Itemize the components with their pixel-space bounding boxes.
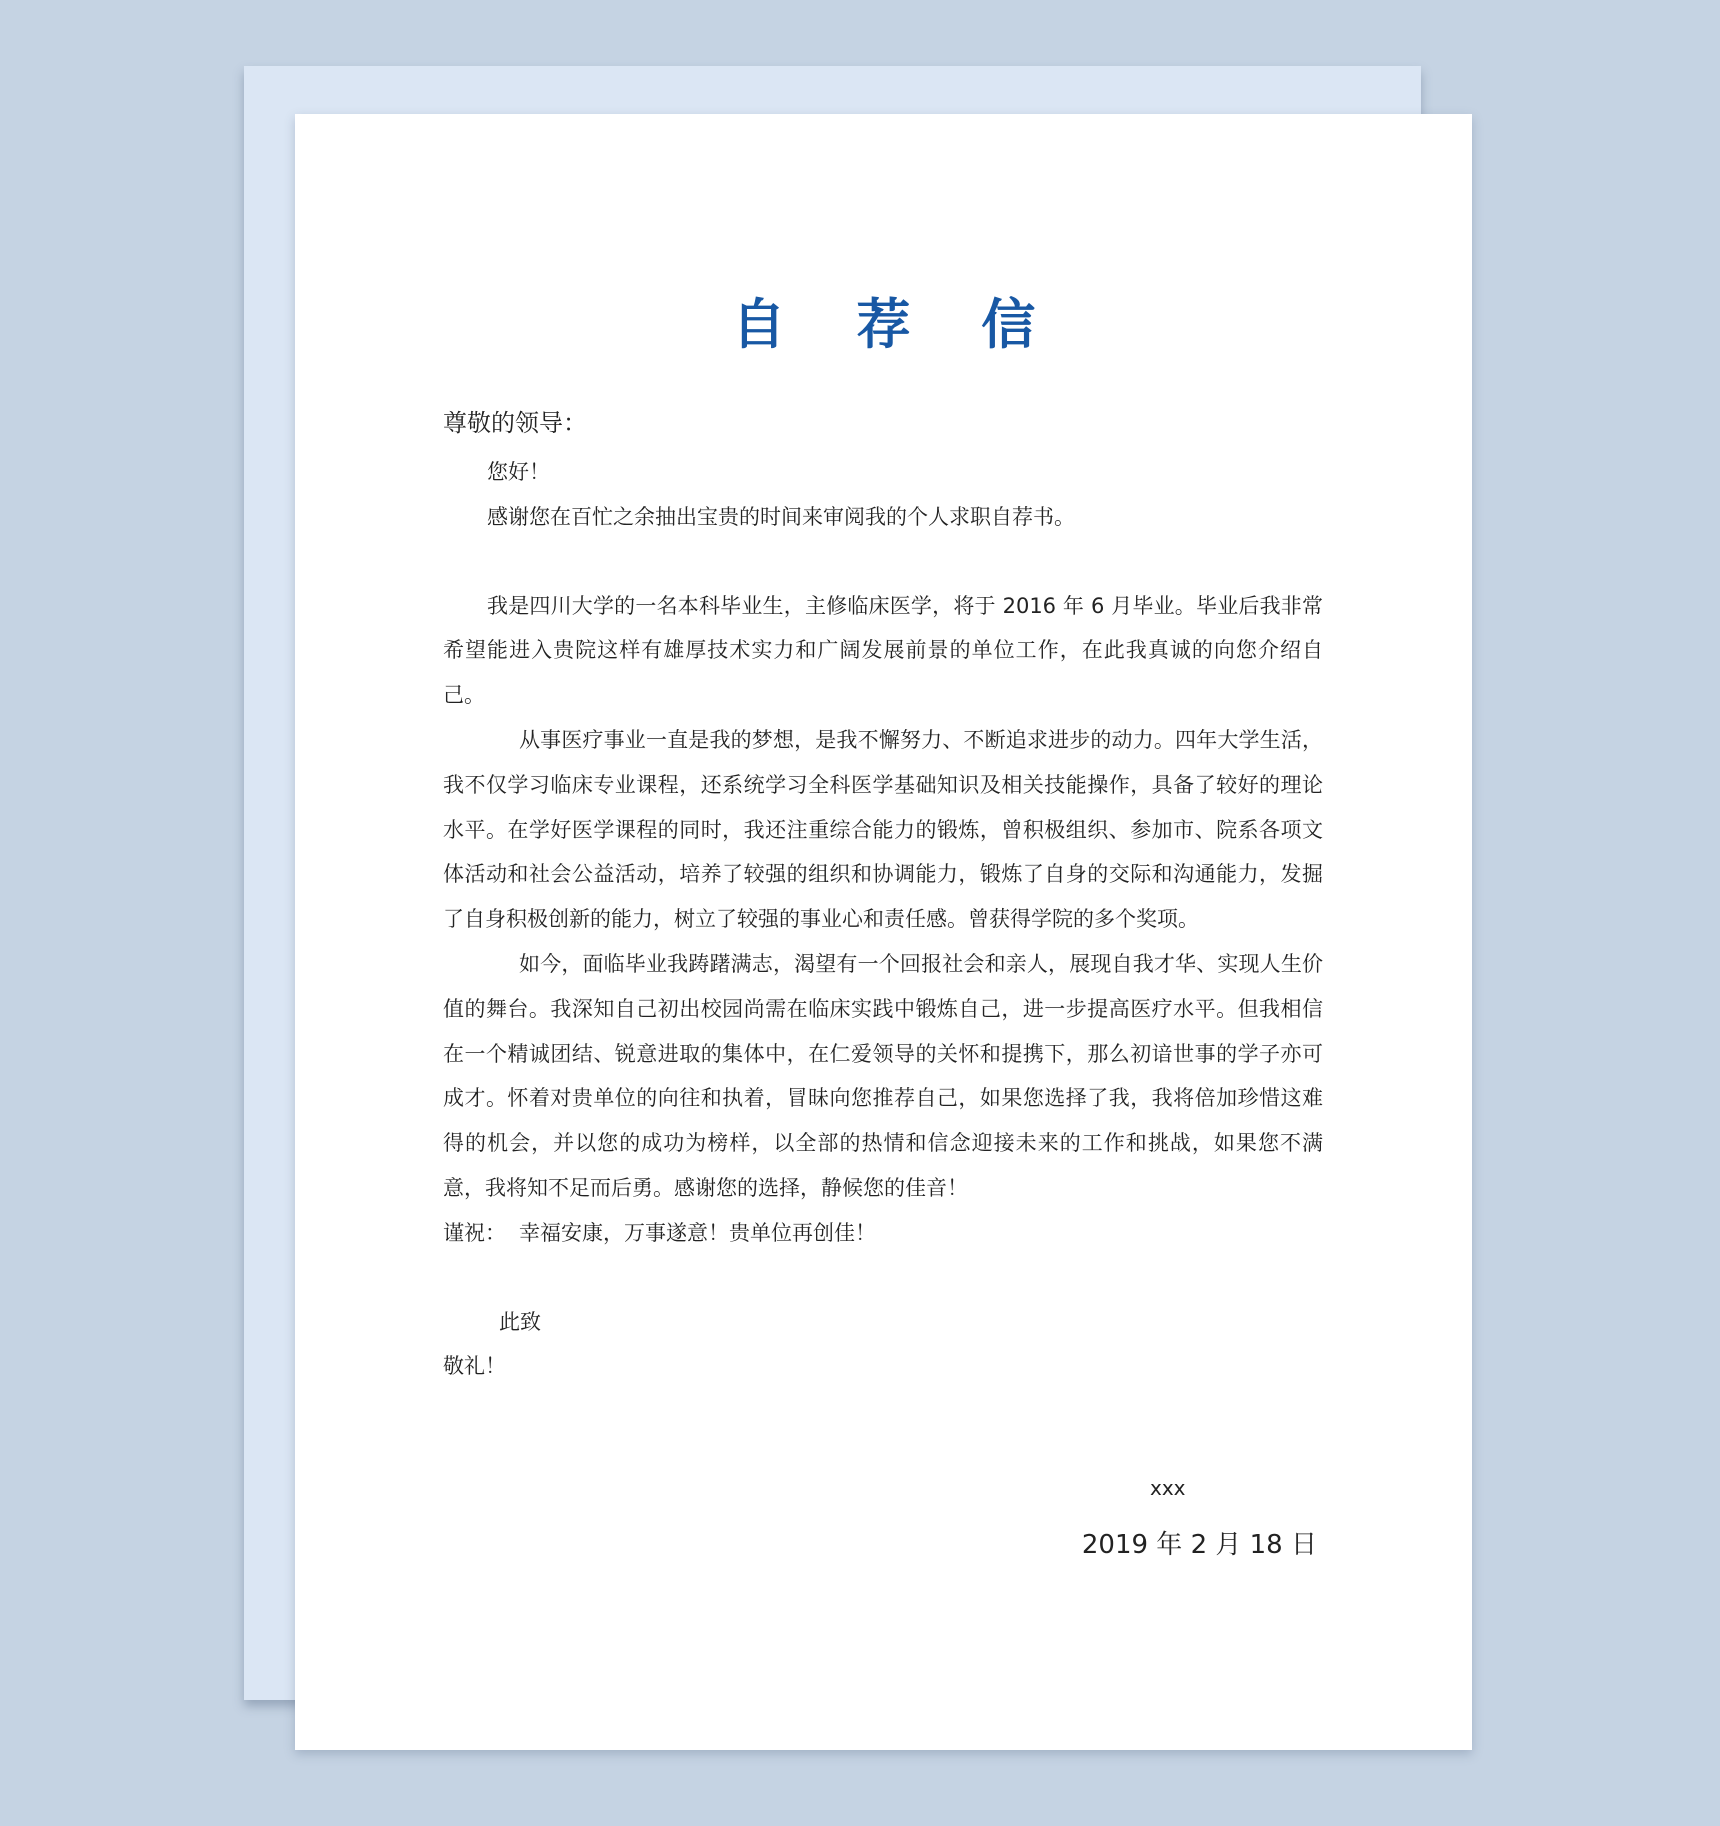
wish-line (443, 1211, 1323, 1256)
thanks-line: 感谢您在百忙之余抽出宝贵的时间来审阅我的个人求职自荐书。 (487, 504, 1075, 529)
introduction-paragraph: 我是四川大学的一名本科毕业生，主修临床医学，将于 2016 年 6 月毕业。毕业后我非常希望能进入贵院这样有雄厚技术实力和广阔发展前景的单位工作，在此我真诚的向您介绍自己。 (443, 593, 1323, 708)
experience-paragraph: 从事医疗事业一直是我的梦想，是我不懈努力、不断追求进步的动力。四年大学生活，我不仅学习临床专业课程，还系统学习全科医学基础知识及相关技能操作，具备了较好的理论水平。在学好医学课程的同时，我还注重综合能力的锻炼，曾积极组织、参加市、院系各项文体活动和社会公益活动，培养了较强的组织和协调能力，锻炼了自身的交际和沟通能力，发掘了自身积极创新的能力，树立了较强的事业心和责任感。曾获得学院的多个奖项。 (443, 727, 1323, 932)
signature: xxx (1150, 1476, 1186, 1500)
closing-cizhi: 此致 (499, 1309, 541, 1334)
aspiration-paragraph: 如今，面临毕业我踌躇满志，渴望有一个回报社会和亲人，展现自我才华、实现人生价值的舞台。我深知自己初出校园尚需在临床实践中锻炼自己，进一步提高医疗水平。但我相信在一个精诚团结、锐意进取的集体中，在仁爱领导的关怀和提携下，那么初谙世事的学子亦可成才。怀着对贵单位的向往和执着，冒昧向您推荐自己，如果您选择了我，我将倍加珍惜这难得的机会，并以您的成功为榜样，以全部的热情和信念迎接未来的工作和挑战，如果您不满意，我将知不足而后勇。感谢您的选择，静候您的佳音！ (443, 951, 1323, 1200)
letter-page (295, 114, 1472, 1750)
document-title: 自 荐 信 (731, 293, 1062, 356)
closing-jingli: 敬礼！ (443, 1354, 506, 1379)
wish-text: 幸福安康，万事遂意！贵单位再创佳！ (519, 1220, 876, 1245)
wish-label: 谨祝： (443, 1220, 506, 1245)
salutation: 尊敬的领导： (443, 409, 587, 437)
letter-date: 2019 年 2 月 18 日 (1081, 1530, 1317, 1560)
greeting: 您好！ (487, 460, 550, 484)
letter-body (443, 396, 1323, 1389)
